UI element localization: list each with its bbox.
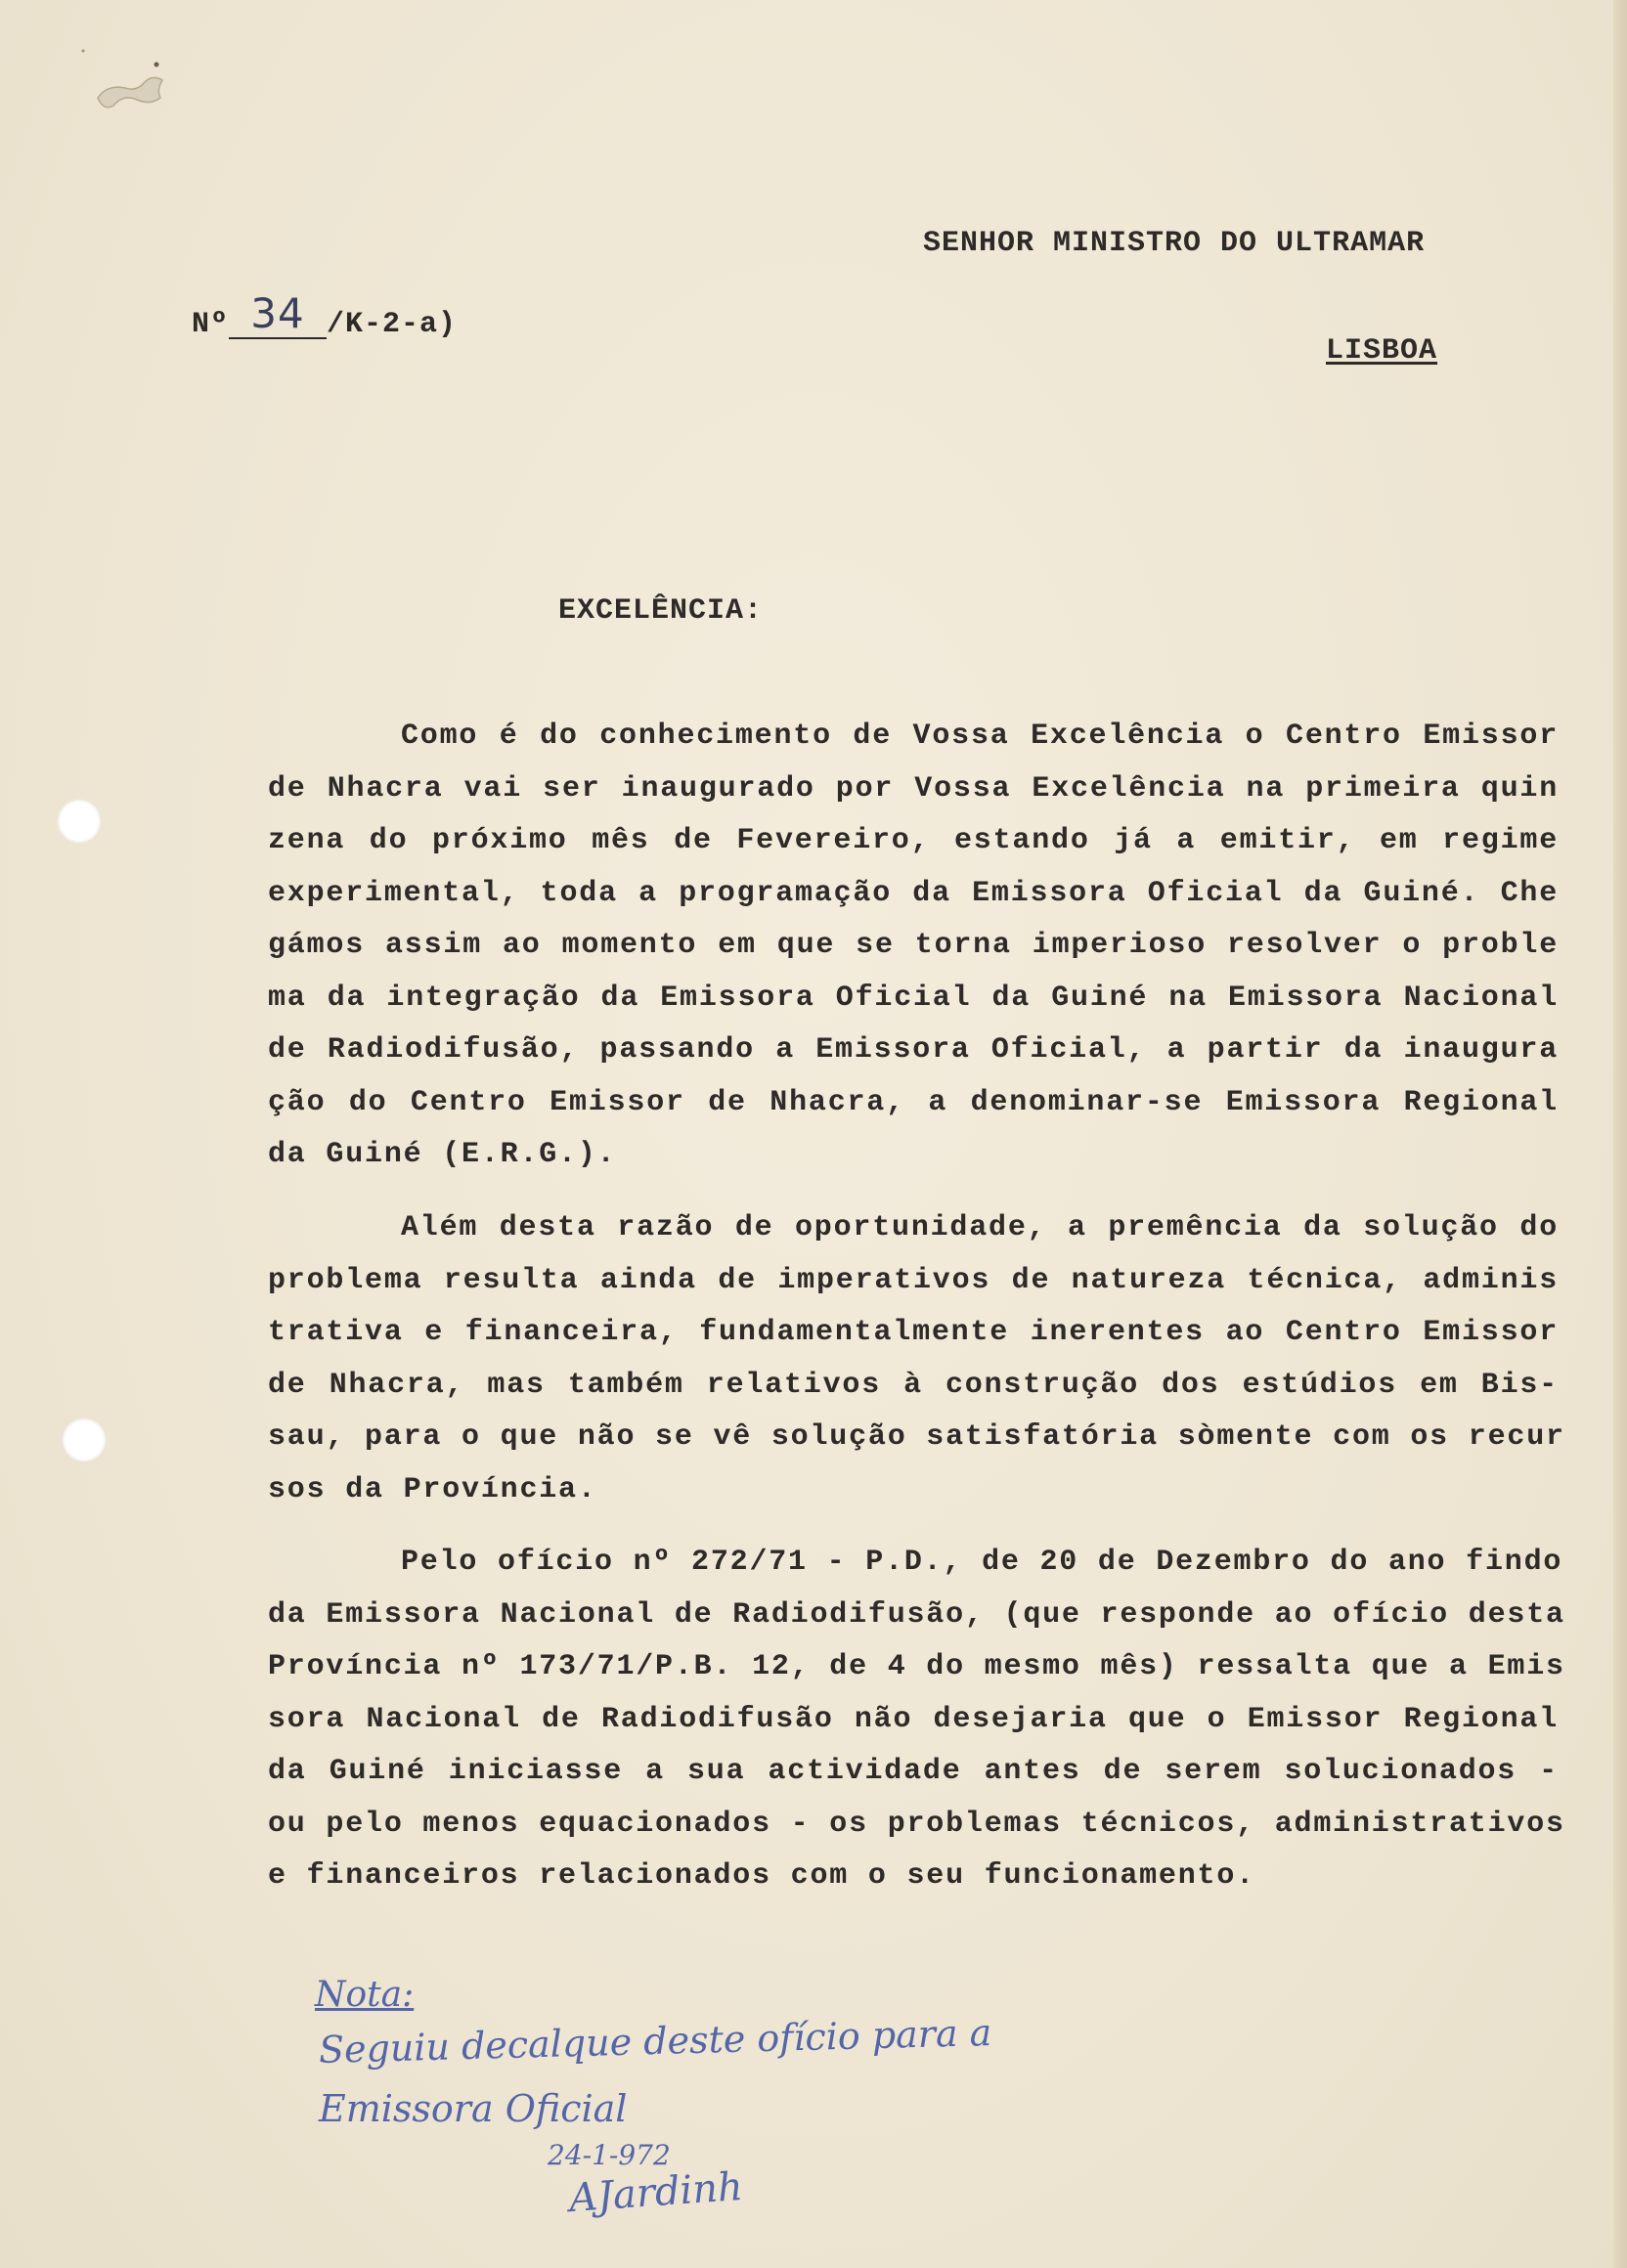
body-line: Pelo ofício nº 272/71 - P.D., de 20 de Dezembro do ano findo xyxy=(401,1546,1563,1579)
reference-number xyxy=(192,289,458,343)
body-line: experimental, toda a programação da Emissora Oficial da Guiné. Che xyxy=(268,876,1559,910)
body-line: Além desta razão de oportunidade, a premência da solução do xyxy=(401,1211,1559,1244)
body-line: sos da Província. xyxy=(268,1472,597,1506)
handwritten-note-title: Nota: xyxy=(315,1975,415,2015)
body-line: Como é do conhecimento de Vossa Excelência o Centro Emissor xyxy=(401,720,1559,753)
body-line: ma da integração da Emissora Oficial da Guiné na Emissora Nacional xyxy=(268,981,1559,1015)
body-line: da Guiné (E.R.G.). xyxy=(268,1138,617,1171)
recipient-line: SENHOR MINISTRO DO ULTRAMAR xyxy=(923,227,1426,260)
paragraph-1 xyxy=(268,711,1559,1182)
paper-edge xyxy=(1613,0,1627,2268)
city-line: LISBOA xyxy=(1326,334,1438,368)
reference-suffix: /K-2-a) xyxy=(327,308,458,341)
body-line: zena do próximo mês de Fevereiro, estando já a emitir, em regime xyxy=(268,824,1559,857)
torn-corner-mark xyxy=(59,39,186,127)
reference-prefix: Nº xyxy=(192,308,230,341)
handwritten-note-date: 24-1-972 xyxy=(548,2139,671,2171)
reference-handwritten-number: 34 xyxy=(229,289,327,339)
punch-hole-bottom xyxy=(62,1418,107,1462)
body-line: sora Nacional de Radiodifusão não desejaria que o Emissor Regional xyxy=(268,1702,1559,1736)
salutation: EXCELÊNCIA: xyxy=(558,594,764,628)
body-line: e financeiros relacionados com o seu funcionamento. xyxy=(268,1859,1255,1893)
body-line: da Emissora Nacional de Radiodifusão, (que responde ao ofício desta xyxy=(268,1597,1565,1632)
body-line: Província nº 173/71/P.B. 12, de 4 do mesmo mês) ressalta que a Emis xyxy=(268,1650,1565,1683)
punch-hole-top xyxy=(57,799,102,844)
body-line: ção do Centro Emissor de Nhacra, a denominar-se Emissora Regional xyxy=(268,1085,1559,1119)
body-line: de Nhacra vai ser inaugurado por Vossa Excelência na primeira quin xyxy=(268,771,1559,806)
handwritten-note-line: Seguiu decalque deste ofício para a xyxy=(318,2010,992,2072)
paragraph-2 xyxy=(268,1202,1565,1516)
body-line: trativa e financeira, fundamentalmente inerentes ao Centro Emissor xyxy=(268,1316,1559,1349)
paragraph-3 xyxy=(268,1537,1565,1903)
body-line: ou pelo menos equacionados - os problemas técnicos, administrativos xyxy=(268,1807,1565,1841)
body-line: problema resulta ainda de imperativos de natureza técnica, adminis xyxy=(268,1263,1559,1297)
body-line: de Nhacra, mas também relativos à construção dos estúdios em Bis- xyxy=(268,1368,1559,1402)
handwritten-signature: AJardinh xyxy=(567,2163,745,2222)
body-line: sau, para o que não se vê solução satisfatória sòmente com os recur xyxy=(268,1420,1565,1454)
body-line: da Guiné iniciasse a sua actividade antes de serem solucionados - xyxy=(268,1755,1559,1788)
body-line: de Radiodifusão, passando a Emissora Oficial, a partir da inaugura xyxy=(268,1033,1559,1067)
body-line: gámos assim ao momento em que se torna imperioso resolver o proble xyxy=(268,929,1559,962)
handwritten-note-line: Emissora Oficial xyxy=(319,2087,628,2130)
